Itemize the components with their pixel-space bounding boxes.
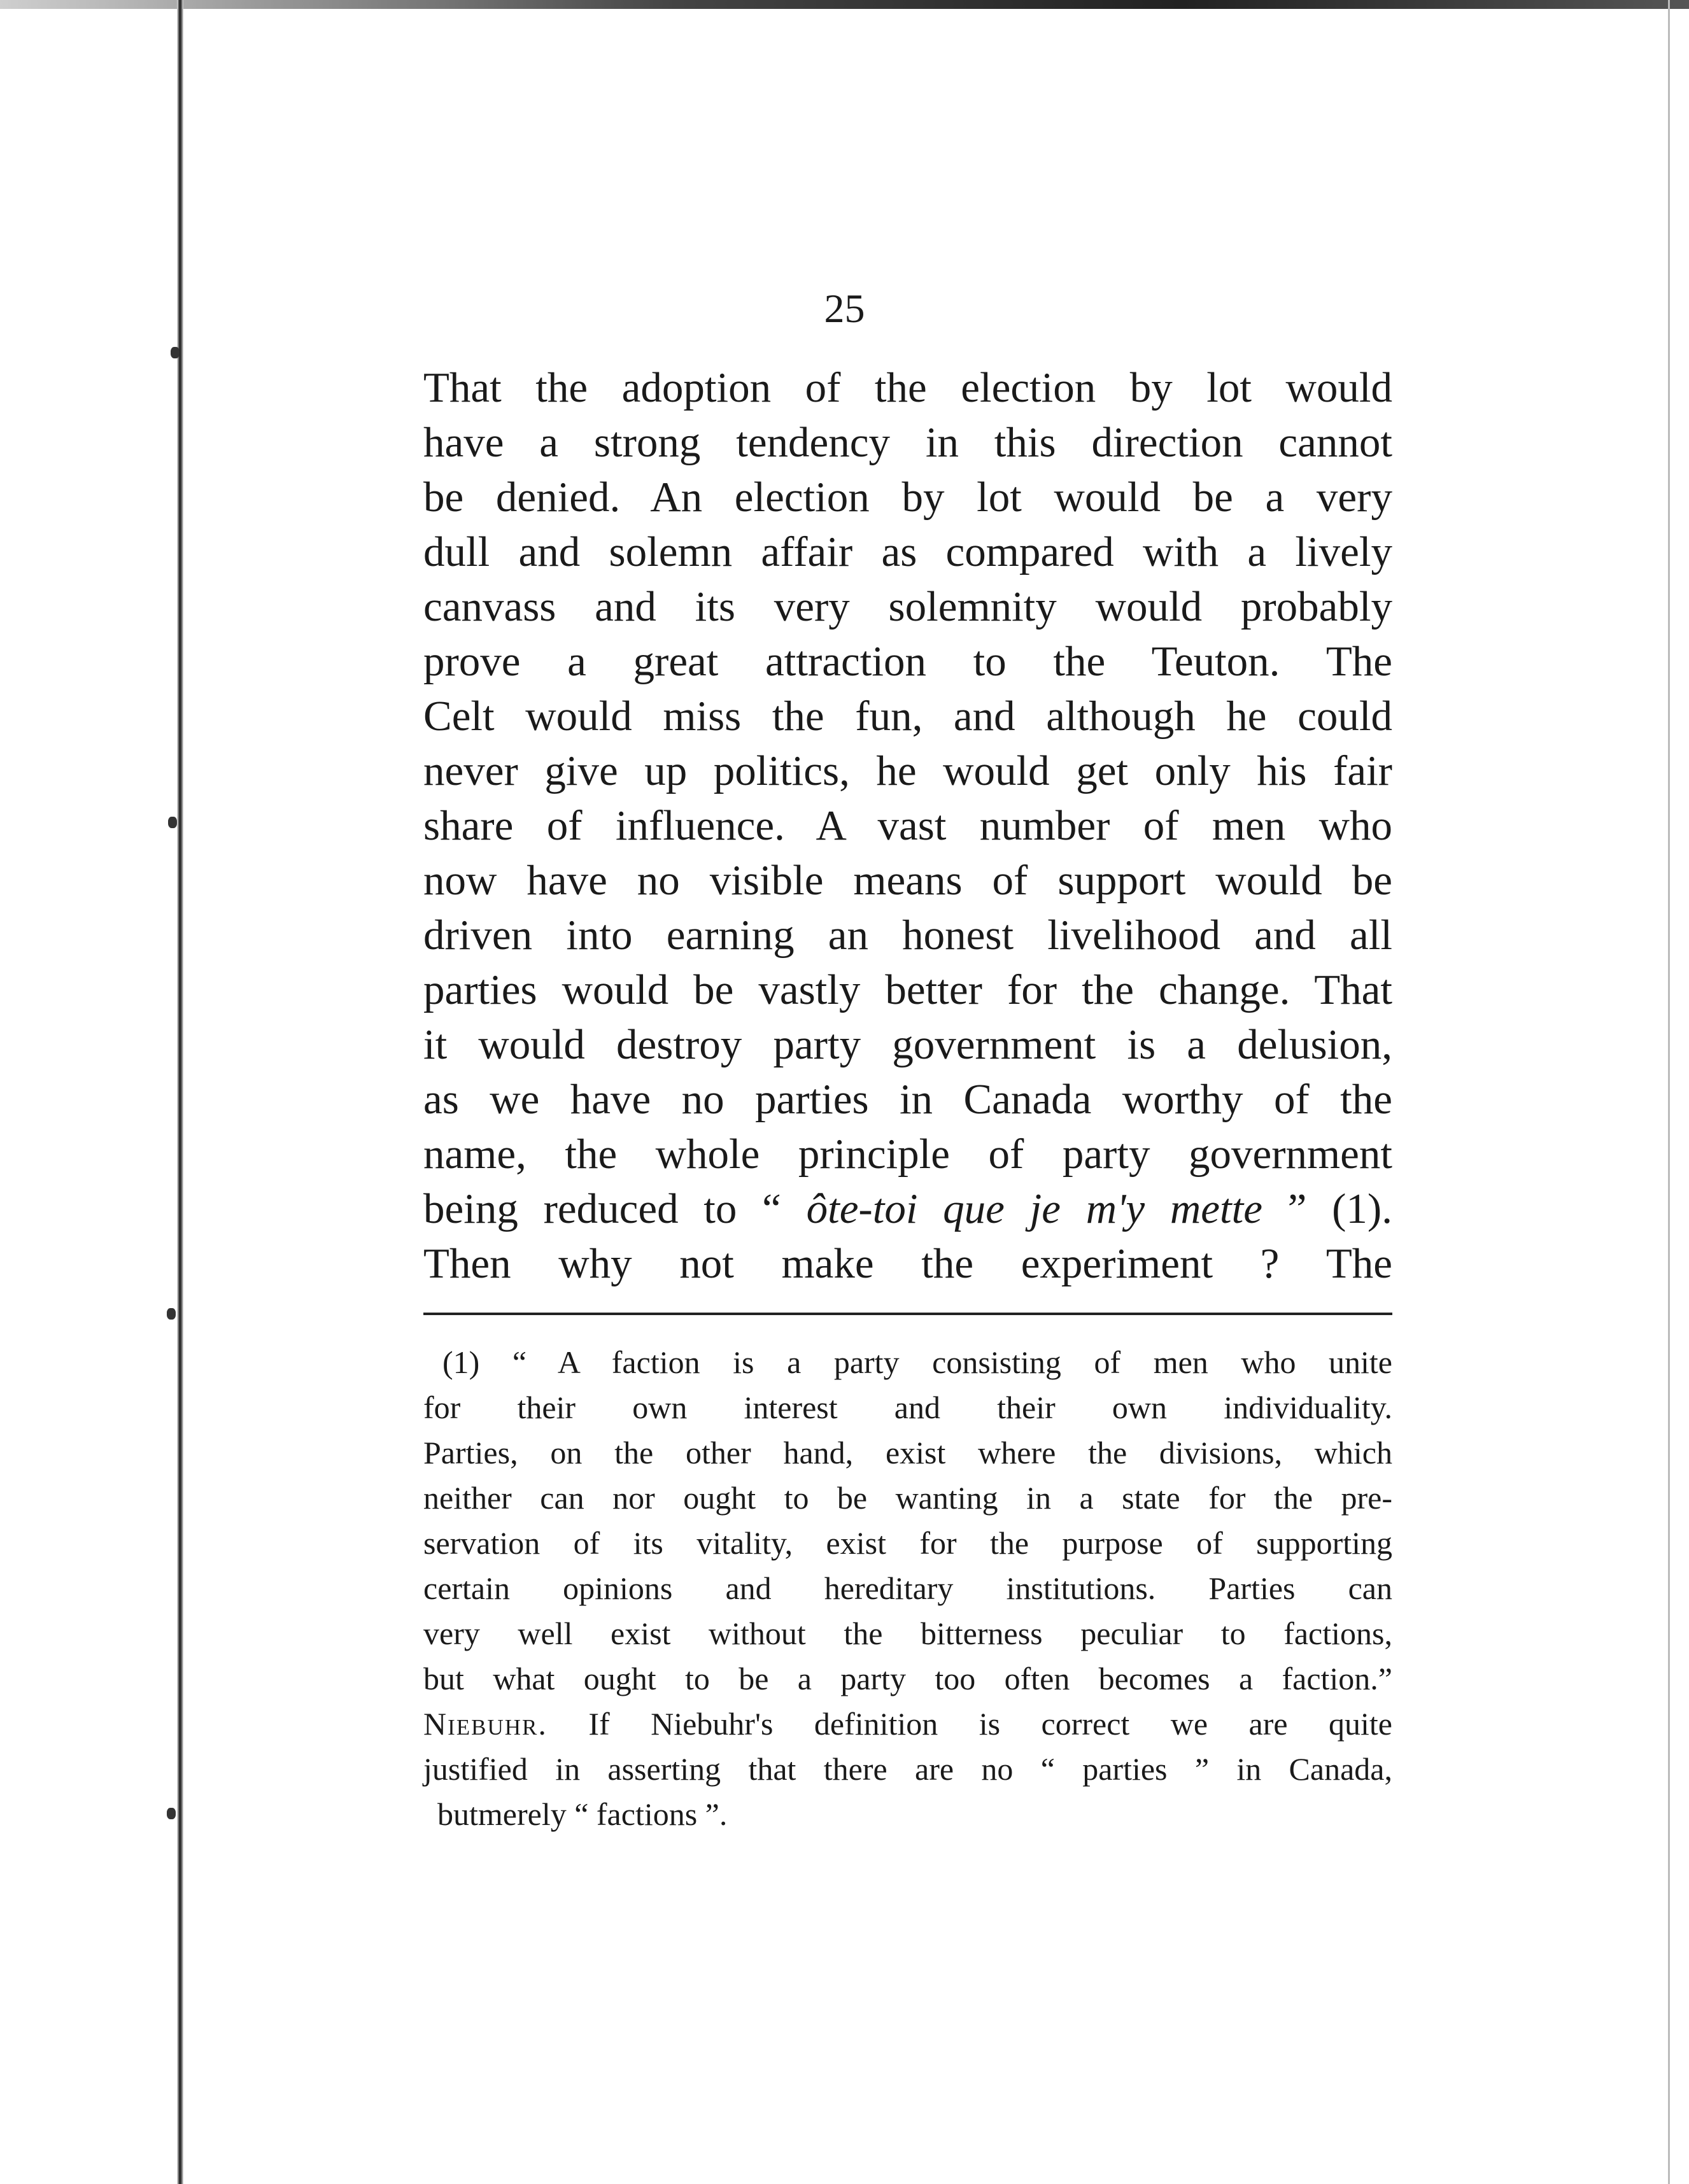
- french-quote: ôte-toi que je m'y mette: [806, 1185, 1262, 1232]
- body-text: [423, 360, 1392, 1291]
- text-line: driven into earning an honest livelihood and all: [423, 912, 1392, 959]
- footnote-line: Parties, on the other hand, exist where the divisions, which: [423, 1435, 1392, 1470]
- footnote-text: If Niebuhr's definition is correct we are quite: [547, 1706, 1392, 1742]
- page-number: 25: [824, 286, 865, 331]
- text-line: Then why not make the experiment ? The: [423, 1240, 1392, 1287]
- binding-mark: [167, 1808, 176, 1819]
- footnote-line: certain opinions and hereditary institutions. Parties can: [423, 1570, 1392, 1606]
- footnote-line: justified in asserting that there are no “ parties ” in Canada,: [423, 1751, 1392, 1787]
- text-line: parties would be vastly better for the change. That: [423, 966, 1392, 1013]
- text-line: be denied. An election by lot would be a very: [423, 474, 1392, 521]
- text-line: Celt would miss the fun, and although he could: [423, 693, 1392, 740]
- footnote-author: Niebuhr.: [423, 1706, 548, 1742]
- text-line: That the adoption of the election by lot would: [423, 364, 1392, 411]
- footnote-line: servation of its vitality, exist for the purpose of supporting: [423, 1525, 1392, 1561]
- footnote: [423, 1340, 1392, 1837]
- binding-mark: [167, 1308, 176, 1320]
- footnote-line: butmerely “ factions ”.: [437, 1796, 728, 1832]
- footnote-line: (1) “ A faction is a party consisting of men who unite: [442, 1344, 1392, 1380]
- text-line: prove a great attraction to the Teuton. The: [423, 638, 1392, 685]
- scan-edge-top: [0, 0, 1689, 9]
- text-line: canvass and its very solemnity would probably: [423, 583, 1392, 630]
- quote-tail: ” (1).: [1262, 1185, 1392, 1232]
- text-line: dull and solemn affair as compared with a lively: [423, 528, 1392, 575]
- quote-lead: being reduced to “: [423, 1185, 807, 1232]
- text-line: now have no visible means of support would be: [423, 857, 1392, 904]
- footnote-line: but what ought to be a party too often becomes a faction.”: [423, 1661, 1392, 1696]
- text-line-with-quote: [423, 1181, 1392, 1236]
- footnote-rule: [423, 1313, 1392, 1315]
- footnote-line: very well exist without the bitterness peculiar to factions,: [423, 1616, 1392, 1651]
- text-line: have a strong tendency in this direction cannot: [423, 419, 1392, 466]
- text-line: as we have no parties in Canada worthy of the: [423, 1076, 1392, 1123]
- text-line: share of influence. A vast number of men who: [423, 802, 1392, 849]
- footnote-line: for their own interest and their own individuality.: [423, 1390, 1392, 1425]
- binding-mark: [171, 347, 180, 358]
- text-line: name, the whole principle of party government: [423, 1131, 1392, 1178]
- text-line: it would destroy party government is a delusion,: [423, 1021, 1392, 1068]
- footnote-line: neither can nor ought to be wanting in a state for the pre-: [423, 1480, 1392, 1516]
- footnote-attribution-line: [423, 1701, 1392, 1747]
- text-line: never give up politics, he would get only his fair: [423, 747, 1392, 794]
- binding-mark: [168, 817, 177, 828]
